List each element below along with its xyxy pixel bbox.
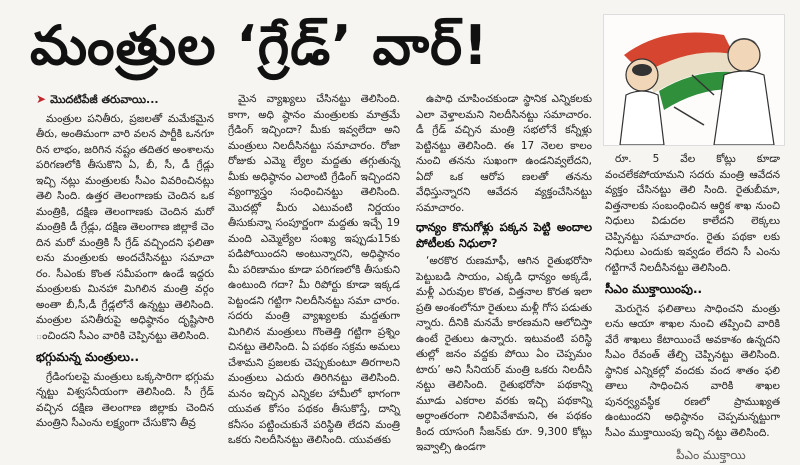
paragraph: మెరుగైన ఫలితాలు సాధించని మంత్రు లను ఆయా శాఖల నుంచి తప్పించి వారికి వేరే శాఖలు కేటాయించే అవకాశం ఉన్నదని సీఎం రేవంత్ తేల్చి చెప్పినట్టు తెలిసింది. స్థానిక ఎన్నికల్లో వందకు వంద శాతం ఫలి తాలు సాధించిన వారికి శాఖల పునర్వ్యవస్థీక రణలో ప్రాముఖ్యత ఉంటుందని అధిష్ఠానం చెప్పమన్నట్టుగా సీఎం ముక్తాయింపు ఇచ్చి నట్టు తెలిసింది. <box>605 302 780 439</box>
subhead: భగ్గుమన్న మంత్రులు.. <box>36 350 140 364</box>
paragraph: ‘అరకొర రుణమాఫీ, ఆగిన రైతుభరోసా పెట్టుబడి సాయం, ఎక్కడి ధాన్యం అక్కడే, మళ్లీ ఎరువుల కొరత, విత్తనాల కొరత ఇలా ప్రతి అంశంలోనూ రైతులు మళ్లీ గోస పడుతు న్నారు. దీనికి మనమే కారణమని ఆలోచిస్తా ఉంటే రైతులు ఉన్నారు. ఇటువంటి పరిస్థి తుల్లో జనం వద్దకు పోయి ఏం చెప్పమం టారు’ అని సీనియర్ మంత్రి ఒకరు నిలదీసి నట్టు తెలిసింది. రైతుభరోసా పథకాన్ని మూడు ఎకరాల వరకు ఇచ్చి పథకాన్ని అర్ధాంతరంగా నిలిపివేశామని, ఈ పథకం కింద యాసంగి సీజన్‌కు రూ. 9,300 కోట్లు ఇవ్వాల్సి ఉండగా <box>416 255 592 453</box>
subhead: సీఎం ముక్తాయింపు.. <box>605 282 703 296</box>
arrow-icon: ➤ <box>36 92 47 106</box>
cartoon-image <box>603 14 785 146</box>
column-4 <box>605 152 780 444</box>
paragraph: ఉపాధి చూపించకుండా స్థానిక ఎన్నికలకు ఎలా వెళ్తాలమని నిలదీసినట్టు సమాచారం. డీ గ్రేడ్ వచ్చిన మంత్రి సభలోనే కన్నీళ్లు పెట్టినట్టు తెలిసింది. ఈ 17 నెలల కాలం నుంచి తనను సుఖంగా ఉండనివ్వలేదని, ఏదో ఒక ఆరోప ణలతో తనను వేధిస్తున్నారని ఆవేదన వ్యక్తంచేసినట్టు సమాచారం. <box>416 93 592 214</box>
column-2 <box>228 92 400 452</box>
paragraph: మైన వ్యాఖ్యలు చేసినట్టు తెలిసింది. కాగా, అధి ష్ఠానం మంత్రులకు మాత్రమే గ్రేడింగ్ ఇచ్చిందా? మీకు ఇవ్వలేదా అని మంత్రులు నిలదీసినట్టు సమాచారం. రోజా రోజుకు ఎమ్మె ల్యేల మద్దతు తగ్గుతున్న మీకు అధిష్ఠానం ఎలాంటి గ్రేడింగ్ ఇచ్చిందని వ్యంగ్యాస్త్రం సంధించినట్టు తెలిసింది. మొదట్లో మీరు ఎటువంటి నిర్ణయం తీసుకున్నా సంపూర్ణంగా మద్దతు ఇచ్చే 19 మంది ఎమ్మెల్యేల సంఖ్య ఇప్పుడు15కు పడిపోయిందని అంటున్నారని, అధిష్ఠానం మీ పరిణామం కూడా పరిగణలోకి తీసుకుని ఉంటుంది గదా? మీ రిపోర్టు కూడా ఇక్కడ పెట్టండని గట్టిగా నిలదీసినట్టు సమా చారం. సదరు మంత్రి వ్యాఖ్యలకు మద్దతుగా మిగిలిన మంత్రులు గొంతెత్తి గట్టిగా ప్రశ్నిం చినట్టు తెలిసింది. ఏ పథకం సక్రమ అమలు చేశామని ప్రజలకు చెప్పుకుంటూ తిరగాలని మంత్రులు ఎదురు తిరిగినట్టు తెలిసింది. మనం ఇచ్చిన ఎన్నికల హామీలో భాగంగా యువత కోసం పథకం తీసుకొస్తే, దాన్ని కనీసం పట్టించుకునే పరిస్థితి లేదని మంత్రి ఒకరు నిలదీసినట్టు తెలిసింది. యువతకు <box>228 93 400 446</box>
subhead: ధాన్యం కొనుగోళ్లు పక్కన పెట్టి అందాల పోటీలకు నిధులా? <box>416 220 592 250</box>
paragraph: మంత్రుల పనితీరు, ప్రజలతో మమేకమైన తీరు, అంతిమంగా వారి వలన పార్టీకి ఒనగూ రిన లాభం, జరిగిన నష్టం తదితర అంశాలను పరిగణలోకి తీసుకొని ఏ, బీ, సీ, డీ గ్రేడ్లు ఇచ్చి నట్లు మంత్రులకు సీఎం వివరించినట్లు తెలి సింది. ఉత్తర తెలంగాణకు చెందిన ఒక మంత్రికి, దక్షిణ తెలంగాణకు చెందిన మరో మంత్రికి డీ గ్రేడ్లు, దక్షిణ తెలంగాణ జిల్లాకే చెం దిన మరో మంత్రికి సీ గ్రేడ్ వచ్చిందని ఫలితా లను మంత్రులకు అందచేసినట్టు సమాచా రం. సీఎంకు కొంత సమీపంగా ఉండే ఇద్దరు మంత్రులకు మినహా మిగిలిన మంత్రి వర్గం అంతా బీ,సీ,డీ గ్రేడ్లలోనే ఉన్నట్టు తెలిసింది. మంత్రుల పనితీరుపై అధిష్ఠానం దృష్టిసారి ంచిందని సీఎం వారికి చెప్పినట్టు తెలిసింది. <box>36 112 214 342</box>
bottom-fragment: పీఎం ముక్తాయి <box>676 448 746 462</box>
column-3 <box>416 92 592 459</box>
paragraph: రూ. 5 వేల కోట్లు కూడా వంచలేకపోయామని సదరు మంత్రి ఆవేదన వ్యక్తం చేసినట్టు తెలి సింది. రైతుబీమా, విత్తనాలకు సంబంధించిన ఆర్థిక శాఖ నుంచి నిధులు విడుదల కాలేదని లెక్కలు చెప్పినట్టు సమాచారం. రైతు పథకా లకు నిధులు ఎందుకు ఇవ్వడం లేదని సీ ఎంను గట్టిగానే నిలదీసినట్టు తెలిసింది. <box>605 153 780 274</box>
kicker: ➤ మొదటిపేజీ తరువాయి... <box>36 92 159 106</box>
column-1 <box>36 92 214 435</box>
headline: మంత్రుల ‘గ్రేడ్’ వార్! <box>30 14 489 77</box>
paragraph: గ్రేడింగులపై మంత్రులు ఒక్కసారిగా భగ్గుమ న్నట్టు విశ్వసనీయంగా తెలిసింది. సీ గ్రేడ్ వచ్చిన దక్షిణ తెలంగాణ జిల్లాకు చెందిన మంత్రిని సీఎంను లక్ష్యంగా చేసుకొని తీవ్ర <box>36 370 214 429</box>
